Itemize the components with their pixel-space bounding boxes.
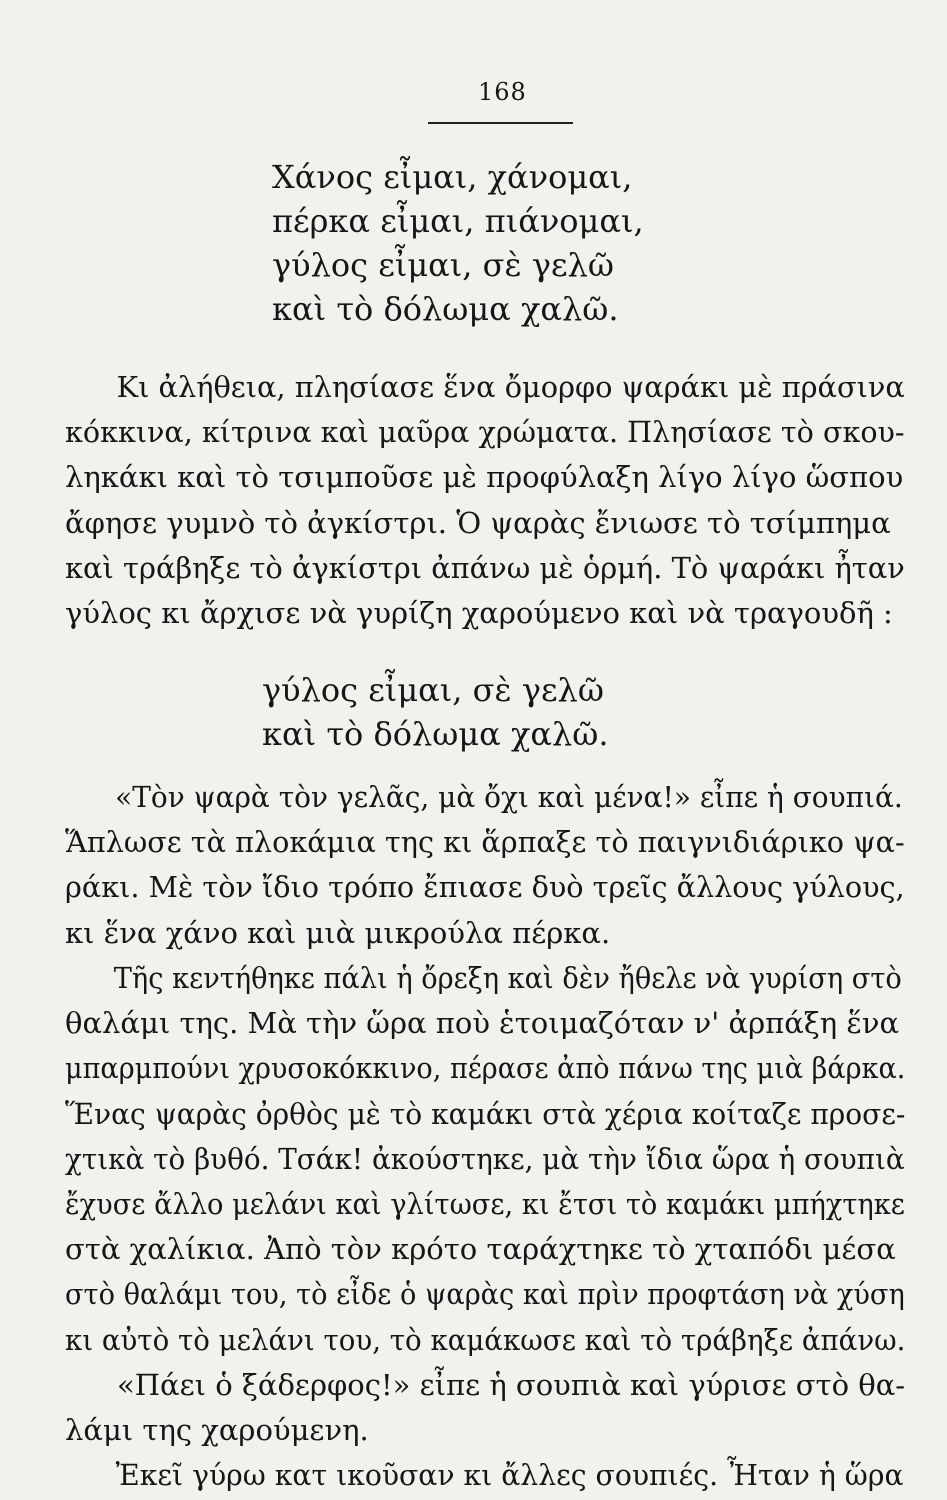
- text-line: μπαρμπούνι χρυσοκόκκινο, πέρασε ἀπὸ πάνω της μιὰ βάρκα.: [65, 1051, 906, 1086]
- paragraph-4: [65, 1363, 905, 1453]
- text-line: κι ἕνα χάνο καὶ μιὰ μικρούλα πέρκα.: [65, 915, 611, 950]
- paragraph-3: [65, 956, 905, 1363]
- text-line: ἔχυσε ἄλλο μελάνι καὶ γλίτωσε, κι ἔτσι τὸ καμάκι μπήχτηκε: [65, 1187, 905, 1222]
- text-line: «Πάει ὁ ξάδερφος!» εἶπε ἡ σουπιὰ καὶ γύρισε στὸ θα-: [117, 1368, 906, 1402]
- text-line: χτικὰ τὸ βυθό. Τσάκ! ἀκούστηκε, μὰ τὴν ἴδια ὥρα ἡ σουπιὰ: [65, 1141, 905, 1176]
- text-line: ράκι. Μὲ τὸν ἴδιο τρόπο ἔπιασε δυὸ τρεῖς ἄλλους γύλους,: [65, 870, 905, 905]
- verse-line: πέρκα εἶμαι, πιάνομαι,: [272, 202, 644, 240]
- verse-line: γύλος εἶμαι, σὲ γελῶ: [262, 671, 604, 709]
- text-line: στὸ θαλάμι του, τὸ εἶδε ὁ ψαρὰς καὶ πρὶν προφτάση νὰ χύση: [65, 1277, 905, 1312]
- verse-stanza-1: [272, 155, 644, 331]
- verse-line: καὶ τὸ δόλωμα χαλῶ.: [272, 290, 619, 328]
- text-line: λάμι της χαρούμενη.: [65, 1413, 369, 1448]
- text-line: κι αὐτὸ τὸ μελάνι του, τὸ καμάκωσε καὶ τὸ τράβηξε ἀπάνω.: [65, 1322, 906, 1357]
- header-rule: [428, 122, 573, 124]
- verse-line: γύλος εἶμαι, σὲ γελῶ: [272, 246, 614, 284]
- text-line: ληκάκι καὶ τὸ τσιμποῦσε μὲ προφύλαξη λίγο λίγο ὥσπου: [65, 460, 904, 495]
- text-line: Ἅπλωσε τὰ πλοκάμια της κι ἅρπαξε τὸ παιγνιδιάρικο ψα-: [65, 825, 905, 860]
- text-line: Τῆς κεντήθηκε πάλι ἡ ὄρεξη καὶ δὲν ἤθελε νὰ γυρίση στὸ: [113, 961, 902, 995]
- text-line: ἄφησε γυμνὸ τὸ ἀγκίστρι. Ὁ ψαρὰς ἔνιωσε τὸ τσίμπημα: [65, 505, 891, 540]
- page-number: 168: [478, 78, 527, 106]
- verse-stanza-2: [262, 668, 609, 756]
- text-line: Ἕνας ψαρὰς ὀρθὸς μὲ τὸ καμάκι στὰ χέρια κοίταζε προσε-: [65, 1096, 906, 1131]
- text-line: Κι ἀλήθεια, πλησίασε ἕνα ὄμορφο ψαράκι μὲ πράσινα: [116, 370, 905, 404]
- paragraph-5: [65, 1453, 905, 1498]
- text-line: Ἐκεῖ γύρω κατ ικοῦσαν κι ἄλλες σουπιές. Ἦταν ἡ ὥρα: [115, 1458, 904, 1492]
- verse-line: καὶ τὸ δόλωμα χαλῶ.: [262, 715, 609, 753]
- text-line: θαλάμι της. Μὰ τὴν ὥρα ποὺ ἑτοιμαζόταν ν' ἀρπάξη ἕνα: [65, 1006, 900, 1041]
- verse-line: Χάνος εἶμαι, χάνομαι,: [272, 158, 633, 196]
- paragraph-2: [65, 775, 905, 956]
- text-line: κόκκινα, κίτρινα καὶ μαῦρα χρώματα. Πλησίασε τὸ σκου-: [65, 415, 905, 450]
- text-line: καὶ τράβηξε τὸ ἀγκίστρι ἀπάνω μὲ ὁρμή. Τὸ ψαράκι ἦταν: [65, 550, 905, 585]
- paragraph-1: [65, 365, 905, 636]
- text-line: «Τὸν ψαρὰ τὸν γελᾶς, μὰ ὄχι καὶ μένα!» εἶπε ἡ σουπιά.: [115, 780, 903, 814]
- text-line: στὰ χαλίκια. Ἀπὸ τὸν κρότο ταράχτηκε τὸ χταπόδι μέσα: [65, 1232, 896, 1267]
- text-line: γύλος κι ἄρχισε νὰ γυρίζη χαρούμενο καὶ νὰ τραγουδῆ :: [65, 596, 893, 631]
